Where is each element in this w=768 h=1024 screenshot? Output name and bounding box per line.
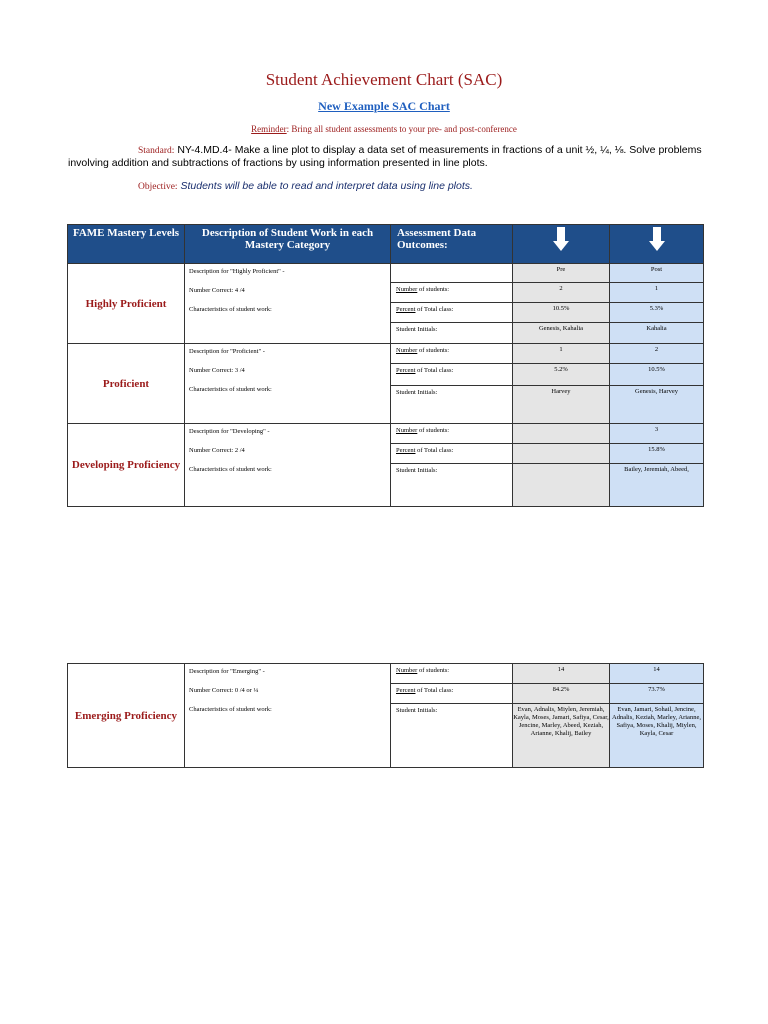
- level-name: Proficient: [68, 344, 185, 424]
- post-initials: Bailey, Jeremiah, Abeed,: [610, 464, 704, 507]
- number-correct: Number Correct: 4 /4: [189, 287, 245, 294]
- pre-initials: [513, 464, 610, 507]
- number-correct: Number Correct: 3 /4: [189, 367, 245, 374]
- description-text: Description for "Highly Proficient" -: [189, 268, 285, 275]
- post-percent: 73.7%: [610, 684, 704, 704]
- post-arrow-cell: [610, 225, 704, 264]
- table-header: [68, 225, 704, 264]
- number-correct: Number Correct: 0 /4 or ¼: [189, 687, 259, 694]
- number-label: Number of students:: [391, 283, 513, 303]
- header-outcomes: Assessment Data Outcomes:: [391, 225, 513, 264]
- reminder-text: : Bring all student assessments to your pre- and post-conference: [286, 124, 517, 134]
- pre-initials: Harvey: [513, 386, 610, 424]
- characteristics: Characteristics of student work:: [189, 466, 272, 473]
- objective: [138, 180, 473, 192]
- level-name: Highly Proficient: [68, 264, 185, 344]
- objective-text: Students will be able to read and interpret data using line plots.: [177, 180, 473, 192]
- initials-label: Student Initials:: [391, 464, 513, 507]
- pre-number: 2: [513, 283, 610, 303]
- table-row: [68, 664, 704, 684]
- table-row: [68, 344, 704, 364]
- initials-label: Student Initials:: [391, 704, 513, 768]
- number-label: Number of students:: [391, 664, 513, 684]
- pre-initials: Genesis, Kahalia: [513, 323, 610, 344]
- level-description: [185, 664, 391, 768]
- down-arrow-icon: [649, 227, 665, 253]
- number-correct: Number Correct: 2 /4: [189, 447, 245, 454]
- pre-number: [513, 424, 610, 444]
- table-row: [68, 424, 704, 444]
- pre-number: 14: [513, 664, 610, 684]
- number-label: Number of students:: [391, 344, 513, 364]
- level-name: Emerging Proficiency: [68, 664, 185, 768]
- pre-percent: 10.5%: [513, 303, 610, 323]
- description-text: Description for "Developing" -: [189, 428, 270, 435]
- objective-label: Objective:: [138, 182, 178, 192]
- col-pre: Pre: [513, 264, 610, 283]
- post-number: 3: [610, 424, 704, 444]
- reminder: [0, 124, 768, 134]
- reminder-label: Reminder: [251, 124, 287, 134]
- number-label: Number of students:: [391, 424, 513, 444]
- pre-number: 1: [513, 344, 610, 364]
- post-number: 1: [610, 283, 704, 303]
- characteristics: Characteristics of student work:: [189, 306, 272, 313]
- standard: [68, 144, 708, 169]
- table-row: [68, 264, 704, 283]
- characteristics: Characteristics of student work:: [189, 706, 272, 713]
- sac-table: [67, 224, 704, 507]
- post-percent: 10.5%: [610, 364, 704, 386]
- post-number: 14: [610, 664, 704, 684]
- subtitle-link[interactable]: New Example SAC Chart: [318, 99, 450, 113]
- level-description: [185, 424, 391, 507]
- description-text: Description for "Emerging" -: [189, 668, 265, 675]
- pre-percent: [513, 444, 610, 464]
- initials-label: Student Initials:: [391, 386, 513, 424]
- post-number: 2: [610, 344, 704, 364]
- percent-label: Percent of Total class:: [391, 444, 513, 464]
- post-initials: Kahalia: [610, 323, 704, 344]
- header-description: Description of Student Work in each Mastery Category: [185, 225, 391, 264]
- sac-table-emerging: [67, 663, 704, 768]
- post-initials: Evan, Jamari, Sohail, Jencine, Adnalis, Keziah, Marley, Arianne, Safiya, Moses, Khalij, Miylen, Kayla, Cesar: [610, 704, 704, 768]
- pre-percent: 5.2%: [513, 364, 610, 386]
- header-levels: FAME Mastery Levels: [68, 225, 185, 264]
- post-initials: Genesis, Harvey: [610, 386, 704, 424]
- down-arrow-icon: [553, 227, 569, 253]
- level-description: [185, 344, 391, 424]
- characteristics: Characteristics of student work:: [189, 386, 272, 393]
- post-percent: 15.8%: [610, 444, 704, 464]
- percent-label: Percent of Total class:: [391, 364, 513, 386]
- col-post: Post: [610, 264, 704, 283]
- pre-percent: 84.2%: [513, 684, 610, 704]
- page-title: Student Achievement Chart (SAC): [265, 70, 503, 89]
- post-percent: 5.3%: [610, 303, 704, 323]
- pre-initials: Evan, Adnalis, Miylen, Jeremiah, Kayla, Moses, Jamari, Safiya, Cesar, Jencine, Marley, Abeed, Keziah, Arianne, Khalij, Bailey: [513, 704, 610, 768]
- standard-label: Standard:: [138, 146, 175, 156]
- pre-arrow-cell: [513, 225, 610, 264]
- level-name: Developing Proficiency: [68, 424, 185, 507]
- empty-label: [391, 264, 513, 283]
- level-description: [185, 264, 391, 344]
- standard-text: NY-4.MD.4- Make a line plot to display a data set of measurements in fractions of a unit ½, ¼, ⅛. Solve problems involving addition and subtractions of fractions by using information presented in line plots.: [68, 144, 702, 169]
- initials-label: Student Initials:: [391, 323, 513, 344]
- percent-label: Percent of Total class:: [391, 684, 513, 704]
- description-text: Description for "Proficient" -: [189, 348, 265, 355]
- percent-label: Percent of Total class:: [391, 303, 513, 323]
